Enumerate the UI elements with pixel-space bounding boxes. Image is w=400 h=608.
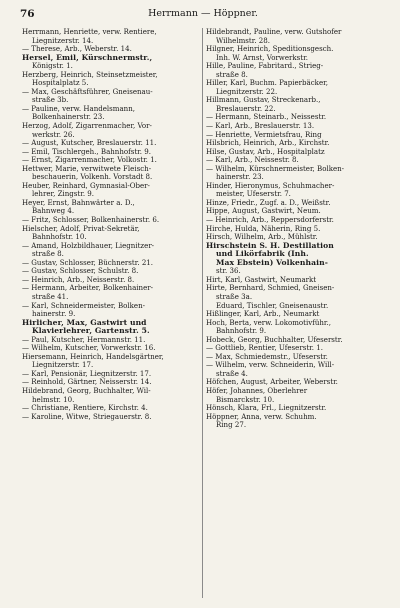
directory-entry-line: Hettwer, Marie, verwitwete Fleisch- — [22, 164, 152, 173]
directory-entry-line: — Karl, Arb., Neissestr. 8. — [206, 156, 299, 165]
directory-entry-line: — Ernst, Zigarrenmacher, Volkostr. 1. — [22, 156, 157, 165]
directory-entry-line: Herzberg, Heinrich, Steinsetzmeister, — [22, 70, 158, 79]
column-divider — [202, 28, 203, 598]
directory-entry-line: Bolkenhainerstr. 23. — [32, 113, 105, 122]
directory-entry-line: str. 36. — [216, 267, 241, 276]
directory-entry-line: Herzog, Adolf, Zigarrenmacher, Vor- — [22, 122, 152, 131]
directory-entry-line: — Karl, Pensionär, Liegnitzerstr. 17. — [22, 369, 152, 378]
directory-entry-line: straße 8. — [32, 250, 64, 259]
directory-entry-line: Hildebrandt, Pauline, verw. Gutshofer — [206, 28, 342, 36]
directory-entry-line: — Karoline, Witwe, Striegauerstr. 8. — [22, 412, 152, 421]
directory-entry-line: Hiller, Karl, Buchm. Papierbäcker, — [206, 79, 328, 88]
directory-entry-line: Eduard, Tischler, Gneisenaustr. — [216, 301, 329, 310]
directory-entry-line: — August, Kutscher, Breslauerstr. 11. — [22, 139, 157, 148]
page-number: 76 — [20, 8, 35, 20]
directory-entry-line: Hilsbrich, Heinrich, Arb., Kirchstr. — [206, 139, 330, 148]
directory-entry-line: — Max, Geschäftsführer, Gneisenau- — [22, 87, 153, 96]
directory-entry-line: Klavierlehrer, Gartenstr. 5. — [32, 327, 150, 336]
directory-entry-line: beschauerin, Volkenh. Vorstadt 8. — [32, 173, 153, 182]
directory-entry-line: — Wilhelm, Kutscher, Vorwerkstr. 16. — [22, 344, 156, 353]
directory-entry-line: straße 3a. — [216, 292, 253, 301]
directory-entry-line: — Karl, Arb., Breslauerstr. 13. — [206, 122, 315, 131]
directory-entry-line: — Reinhold, Gärtner, Neisserstr. 14. — [22, 378, 152, 387]
directory-entry-line: und Likörfabrik (Inh. — [216, 250, 309, 259]
directory-entry-line: Liegnitzerstr. 17. — [32, 361, 94, 370]
directory-entry-line: — Max, Schmiedemstr., Ufeserstr. — [206, 352, 328, 361]
directory-entry-line: Hildebrand, Georg, Buchhalter, Wil- — [22, 386, 151, 395]
directory-entry-line: — Therese, Arb., Weberstr. 14. — [22, 45, 132, 54]
directory-entry-line: — Fritz, Schlosser, Bolkenhainerstr. 6. — [22, 216, 160, 225]
directory-entry-line: — Hermann, Steinarb., Neissestr. — [206, 113, 327, 122]
directory-entry-line: Hirlicher, Max, Gastwirt und — [22, 318, 147, 327]
left-column — [22, 28, 204, 600]
directory-entry-line: Hirsch, Wilhelm, Arb., Mühlstr. — [206, 233, 318, 242]
directory-entry-line: Hiersemann, Heinrich, Handelsgärtner, — [22, 352, 164, 361]
directory-entry-line: Hillmann, Gustav, Streckenarb., — [206, 96, 321, 105]
directory-entry-line: — Karl, Schneidermeister, Bolken- — [22, 301, 146, 310]
directory-entry-line: Hilgner, Heinrich, Speditionsgesch. — [206, 45, 334, 54]
directory-entry-line: — Wilhelm, verw. Schneiderin, Will- — [206, 361, 335, 370]
directory-entry-line: Heuber, Reinhard, Gymnasial-Ober- — [22, 181, 150, 190]
directory-entry-line: hainerstr. 23. — [216, 173, 264, 182]
directory-entry-line: — Hermann, Arbeiter, Bolkenhainer- — [22, 284, 153, 293]
directory-entry-line: Bismarckstr. 10. — [216, 395, 275, 404]
directory-entry-line: Hönsch, Klara, Frl., Liegnitzerstr. — [206, 404, 327, 413]
directory-entry-line: Hobeck, Georg, Buchhalter, Ufeserstr. — [206, 335, 343, 344]
directory-entry-line: Hirte, Bernhard, Schmied, Gneisen- — [206, 284, 335, 293]
directory-entry-line: Heyer, Ernst, Bahnwärter a. D., — [22, 198, 135, 207]
directory-entry-line: — Christiane, Rentiere, Kirchstr. 4. — [22, 404, 148, 413]
directory-entry-line: Bahnhofstr. 10. — [32, 233, 87, 242]
directory-entry-line: Max Ebstein) Volkenhain- — [216, 258, 329, 267]
directory-entry-line: Hersel, Emil, Kürschnermstr., — [22, 53, 153, 62]
directory-entry-line: Wilhelmstr. 28. — [216, 36, 271, 45]
directory-entry-line: Hille, Pauline, Fabritard., Strieg- — [206, 62, 324, 71]
directory-entry-line: Hilse, Gustav, Arb., Hospitalplatz — [206, 147, 325, 156]
directory-entry-line: Hißlinger, Karl, Arb., Neumarkt — [206, 310, 320, 319]
directory-entry-line: lehrer, Zingstr. 9. — [32, 190, 95, 199]
directory-entry-line: Königstr. 1. — [32, 62, 73, 71]
directory-entry-line: straße 41. — [32, 292, 69, 301]
directory-entry-line: — Gustav, Schlosser, Büchnerstr. 21. — [22, 258, 154, 267]
directory-entry-line: Höfchen, August, Arbeiter, Weberstr. — [206, 378, 338, 387]
directory-entry-line: — Henriette, Vermietsfrau, Ring — [206, 130, 322, 139]
directory-entry-line: — Amand, Holzbildhauer, Liegnitzer- — [22, 241, 155, 250]
directory-entry-line: Hielscher, Adolf, Privat-Sekretär, — [22, 224, 140, 233]
directory-entry-line: Liegnitzerstr. 14. — [32, 36, 94, 45]
directory-entry-line: — Paul, Kutscher, Hermannstr. 11. — [22, 335, 146, 344]
directory-entry-line: — Gustav, Schlosser, Schulstr. 8. — [22, 267, 139, 276]
directory-entry-line: — Gottlieb, Rentier, Ufeserstr. 1. — [206, 344, 323, 353]
page-header — [20, 8, 386, 24]
right-column — [206, 28, 390, 600]
directory-entry-line: Hinze, Friedr., Zugf. a. D., Weißstr. — [206, 198, 331, 207]
directory-entry-line: meister, Ufeserstr. 7. — [216, 190, 291, 199]
directory-entry-line: — Heinrich, Arb., Neisserstr. 8. — [22, 275, 135, 284]
directory-entry-line: — Emil, Tischlergeh., Bahnhofstr. 9. — [22, 147, 151, 156]
directory-entry-line: Breslauerstr. 22. — [216, 104, 276, 113]
directory-entry-line: Bahnweg 4. — [32, 207, 75, 216]
directory-entry-line: — Heinrich, Arb., Reppersdorferstr. — [206, 216, 334, 225]
directory-entry-line: helmstr. 10. — [32, 395, 75, 404]
directory-entry-line: Bahnhofstr. 9. — [216, 327, 267, 336]
directory-entry-line: — Pauline, verw. Handelsmann, — [22, 104, 135, 113]
directory-entry-line: Hospitalplatz 5. — [32, 79, 89, 88]
directory-entry-line: Hirschstein S. H. Destillation — [206, 241, 334, 250]
directory-entry-line: Hinder, Hieronymus, Schuhmacher- — [206, 181, 335, 190]
directory-entry-line: straße 8. — [216, 70, 248, 79]
directory-entry-line: Herrmann, Henriette, verw. Rentiere, — [22, 28, 157, 36]
directory-entry-line: Liegnitzerstr. 22. — [216, 87, 278, 96]
directory-entry-line: — Wilhelm, Kürschnermeister, Bolken- — [206, 164, 345, 173]
directory-entry-line: Ring 27. — [216, 421, 247, 430]
directory-entry-line: Höppner, Anna, verw. Schuhm. — [206, 412, 317, 421]
directory-entry-line: straße 4. — [216, 369, 248, 378]
directory-entry-line: Hirche, Hulda, Näherin, Ring 5. — [206, 224, 321, 233]
directory-entry-line: Hirt, Karl, Gastwirt, Neumarkt — [206, 275, 317, 284]
directory-entry-line: Höfer, Johannes, Oberlehrer — [206, 386, 308, 395]
running-title: Herrmann — Höppner. — [148, 8, 258, 19]
directory-entry-line: hainerstr. 9. — [32, 310, 76, 319]
directory-entry-line: straße 3b. — [32, 96, 69, 105]
directory-entry-line: Hippe, August, Gastwirt, Neum. — [206, 207, 321, 216]
directory-entry-line: Inh. W. Arnst, Vorwerkstr. — [216, 53, 308, 62]
directory-entry-line: werkstr. 26. — [32, 130, 75, 139]
directory-entry-line: Hoch, Berta, verw. Lokomotivführ., — [206, 318, 331, 327]
